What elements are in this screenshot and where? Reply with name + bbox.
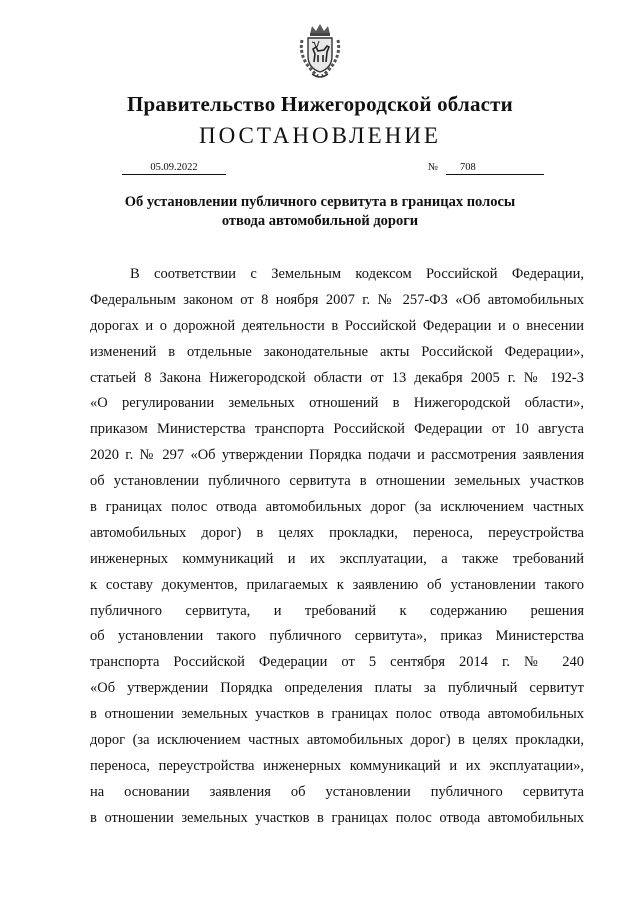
body-line: дорогах и о дорожной деятельности в Российской Федерации и о внесении (90, 317, 584, 334)
document-subject (0, 193, 640, 231)
body-line: В соответствии с Земельным кодексом Российской Федерации, (130, 266, 584, 282)
body-line: в отношении земельных участков в границах полос отвода автомобильных (90, 706, 584, 723)
body-line: Федеральным законом от 8 ноября 2007 г. № 257-ФЗ «Об автомобильных (90, 291, 584, 308)
body-line: изменений в отдельные законодательные акты Российской Федерации», (90, 343, 584, 360)
body-line: статьей 8 Закона Нижегородской области от 13 декабря 2005 г. № 192-З (90, 369, 584, 386)
body-line: «Об утверждении Порядка определения платы за публичный сервитут (90, 680, 584, 697)
government-title: Правительство Нижегородской области (127, 92, 513, 116)
body-line: в отношении земельных участков в границах полос отвода автомобильных (90, 809, 584, 826)
body-line: переноса, переустройства инженерных коммуникаций и их эксплуатации», (90, 757, 584, 774)
body-line: инженерных коммуникаций и их эксплуатации, а также требований (90, 550, 584, 567)
number-sign: № (428, 162, 439, 173)
body-line: об установлении публичного сервитута в отношении земельных участков (90, 473, 584, 490)
body-line: «О регулировании земельных отношений в Нижегородской области», (90, 395, 584, 412)
body-line: дорог (за исключением частных автомобильных дорог) в целях прокладки, (90, 732, 584, 749)
document-kind-title: ПОСТАНОВЛЕНИЕ (199, 123, 441, 148)
body-line: приказом Министерства транспорта Российской Федерации от 10 августа (90, 421, 584, 438)
body-line: в границах полос отвода автомобильных дорог (за исключением частных (90, 499, 584, 516)
body-line: автомобильных дорог) в целях прокладки, переноса, переустройства (90, 524, 584, 541)
body-line: публичного сервитута, и требований к содержанию решения (90, 602, 584, 619)
document-body (90, 262, 584, 832)
body-line: транспорта Российской Федерации от 5 сентября 2014 г. № 240 (90, 654, 584, 671)
subject-line: Об установлении публичного сервитута в границах полосы (124, 194, 516, 210)
body-line: на основании заявления об установлении публичного сервитута (90, 783, 584, 800)
body-line: об установлении такого публичного сервитута», приказ Министерства (90, 628, 584, 645)
document-date: 05.09.2022 (122, 162, 226, 175)
body-line: к составу документов, прилагаемых к заявлению об установлении такого (90, 576, 584, 593)
coat-of-arms-icon (296, 22, 344, 80)
body-line: 2020 г. № 297 «Об утверждении Порядка подачи и рассмотрения заявления (90, 447, 584, 464)
subject-line: отвода автомобильной дороги (221, 213, 419, 229)
document-number: 708 (446, 162, 544, 175)
